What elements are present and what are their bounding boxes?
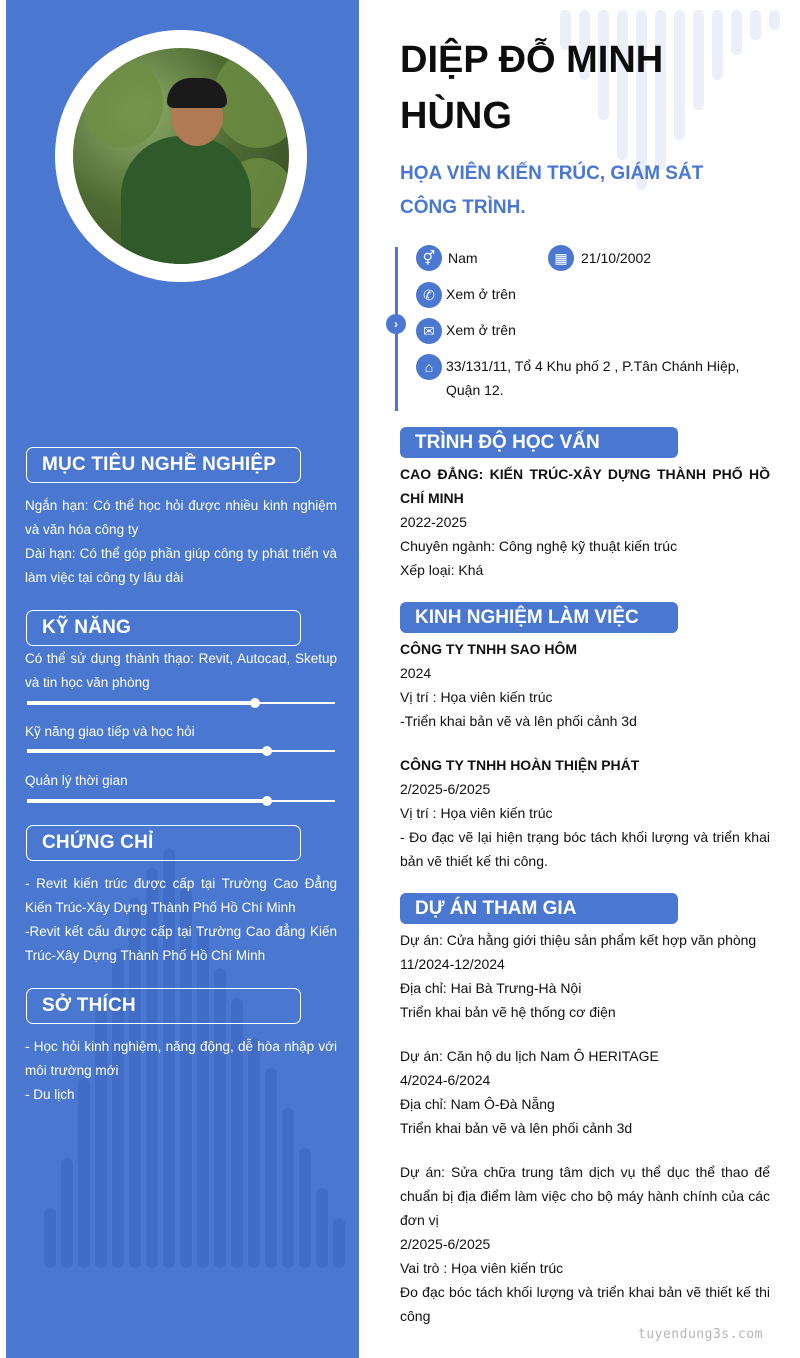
decorative-bar [282,1108,294,1268]
job-task: -Triển khai bản vẽ và lên phối cảnh 3d [400,713,637,729]
hobby-item: - Du lịch [25,1087,75,1102]
education-block [400,462,770,582]
project-item [400,1044,770,1140]
skill-bar-fill [27,701,255,705]
home-icon: ⌂ [416,354,442,380]
skill-bar [27,750,335,752]
project-item [400,928,770,1024]
hobby-item: - Học hỏi kinh nghiệm, năng động, dễ hòa nhập với môi trường mới [25,1039,337,1078]
job-task: - Đo đạc vẽ lại hiện trạng bóc tách khối lượng và triển khai bản vẽ thiết kế thi công. [400,829,770,869]
birthday-value: 21/10/2002 [581,250,652,266]
education-grade: Xếp loại: Khá [400,562,484,578]
project-item [400,1160,770,1328]
skill-bar [27,800,335,802]
company-name: CÔNG TY TNHH HOÀN THIỆN PHÁT [400,757,640,773]
job-position: Vị trí : Họa viên kiến trúc [400,805,553,821]
skill-bar-fill [27,799,267,803]
decorative-bar [61,1158,73,1268]
address-line: 33/131/11, Tổ 4 Khu phố 2 , P.Tân Chánh Hiệp, [446,358,740,374]
education-years: 2022-2025 [400,514,467,530]
experience-title: KINH NGHIỆM LÀM VIỆC [400,602,678,633]
decorative-bar [316,1188,328,1268]
job-position: Vị trí : Họa viên kiến trúc [400,689,553,705]
project-period: 2/2025-6/2025 [400,1236,491,1252]
project-address: Địa chỉ: Nam Ô-Đà Nẵng [400,1096,555,1112]
gender-value: Nam [448,250,478,266]
avatar [73,48,289,264]
skill-bar-knob [250,698,260,708]
email-value: Xem ở trên [446,322,516,338]
skill-bar-knob [262,746,272,756]
decorative-bar [299,1148,311,1268]
objective-long-term: Dài hạn: Có thể góp phần giúp công ty phát triển và làm việc tại công ty lâu dài [25,546,337,585]
experience-item [400,753,770,873]
company-name: CÔNG TY TNHH SAO HÔM [400,641,578,657]
project-task: Đo đạc bóc tách khối lượng và triển khai bản vẽ thiết kế thi công [400,1284,770,1324]
skill-bar [27,702,335,704]
hobbies-title: SỞ THÍCH [26,988,301,1024]
project-period: 4/2024-6/2024 [400,1072,491,1088]
decorative-bar [44,1208,56,1268]
project-period: 11/2024-12/2024 [400,956,505,972]
experience-item [400,637,770,733]
watermark: tuyendung3s.com [638,1327,763,1342]
objective-title: MỤC TIÊU NGHỀ NGHIỆP [26,447,301,483]
skill-bar-knob [262,796,272,806]
project-task: Triển khai bản vẽ hệ thống cơ điện [400,1004,616,1020]
job-period: 2024 [400,665,432,681]
job-title: HỌA VIÊN KIẾN TRÚC, GIÁM SÁT CÔNG TRÌNH. [400,163,704,218]
address-value [446,354,776,402]
chevron-right-icon[interactable]: › [386,314,406,334]
project-name: Dự án: Căn hộ du lịch Nam Ô HERITAGE [400,1048,659,1064]
project-address: Địa chỉ: Hai Bà Trưng-Hà Nội [400,980,582,996]
project-name: Dự án: Cửa hằng giới thiệu sản phẩm kết hợp văn phòng [400,932,757,948]
skills-title: KỸ NĂNG [26,610,301,646]
decorative-bar [333,1218,345,1268]
skill-label: Quản lý thời gian [25,773,128,788]
objective-text [25,494,337,590]
education-major: Chuyên ngành: Công nghệ kỹ thuật kiến trúc [400,538,678,554]
phone-icon: ✆ [416,282,442,308]
certificates-text [25,872,337,968]
certificates-title: CHỨNG CHỈ [26,825,301,861]
hobbies-text [25,1035,337,1107]
address-line: Quận 12. [446,382,504,398]
avatar-frame [55,30,307,282]
job-period: 2/2025-6/2025 [400,781,491,797]
certificate-item: -Revit kết cấu được cấp tại Trường Cao đẳng Kiến Trúc-Xây Dựng Thành Phố Hồ Chí Minh [25,924,337,963]
school-name: CAO ĐẲNG: KIẾN TRÚC-XÂY DỰNG THÀNH PHỐ HỒ CHÍ MINH [400,466,770,506]
skill-label: Kỹ năng giao tiếp và học hỏi [25,724,195,739]
project-role: Vai trò : Họa viên kiến trúc [400,1260,564,1276]
calendar-icon: ▦ [548,245,574,271]
education-title: TRÌNH ĐỘ HỌC VẤN [400,427,678,458]
objective-short-term: Ngắn hạn: Có thể học hỏi được nhiều kinh nghiệm và văn hóa công ty [25,498,337,537]
gender-icon: ⚥ [416,245,442,271]
candidate-name: DIỆP ĐỖ MINH HÙNG [400,39,664,137]
project-name: Dự án: Sửa chữa trung tâm dịch vụ thể dục thể thao để chuẩn bị địa điểm làm việc cho bộ máy hành chính của các đơn vị [400,1164,770,1228]
certificate-item: - Revit kiến trúc được cấp tại Trường Cao Đẳng Kiến Trúc-Xây Dựng Thành Phố Hồ Chí Minh [25,876,337,915]
sidebar [6,0,359,1358]
decorative-bar [769,10,780,30]
phone-value: Xem ở trên [446,286,516,302]
envelope-icon: ✉ [416,318,442,344]
skill-label: Có thể sử dụng thành thạo: Revit, Autocad, Sketup và tin học văn phòng [25,651,337,690]
project-task: Triển khai bản vẽ và lên phối cảnh 3d [400,1120,633,1136]
skill-bar-fill [27,749,267,753]
projects-title: DỰ ÁN THAM GIA [400,893,678,924]
